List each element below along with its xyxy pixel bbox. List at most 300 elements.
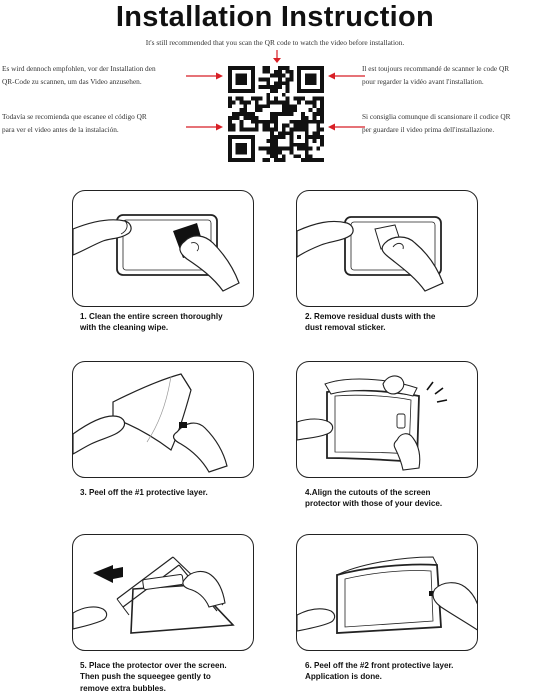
qr-module bbox=[263, 158, 267, 162]
step-6-illustration bbox=[297, 535, 478, 651]
qr-module bbox=[293, 104, 297, 108]
qr-module bbox=[312, 97, 316, 101]
qr-module bbox=[232, 112, 236, 116]
qr-module bbox=[228, 158, 232, 162]
qr-module bbox=[266, 97, 270, 101]
qr-module bbox=[270, 74, 274, 78]
qr-module bbox=[282, 147, 286, 151]
qr-module bbox=[240, 143, 244, 147]
qr-module bbox=[289, 70, 293, 74]
qr-module bbox=[232, 116, 236, 120]
qr-module bbox=[274, 81, 278, 85]
qr-module bbox=[293, 120, 297, 124]
qr-module bbox=[274, 97, 278, 101]
qr-module bbox=[278, 131, 282, 135]
step-5-caption-line: Then push the squeegee gently to bbox=[80, 672, 211, 682]
qr-module bbox=[316, 147, 320, 151]
qr-module bbox=[305, 127, 309, 131]
qr-module bbox=[266, 78, 270, 82]
step-6-caption-line: Application is done. bbox=[305, 672, 382, 682]
qr-module bbox=[243, 66, 247, 70]
qr-module bbox=[259, 147, 263, 151]
qr-module bbox=[293, 124, 297, 128]
qr-module bbox=[316, 112, 320, 116]
qr-module bbox=[320, 120, 324, 124]
qr-code-icon[interactable] bbox=[228, 66, 324, 162]
note-spanish-line-1: Todavía se recomienda que escanee el código QR bbox=[2, 112, 147, 121]
qr-module bbox=[312, 120, 316, 124]
qr-module bbox=[266, 93, 270, 97]
qr-module bbox=[255, 97, 259, 101]
qr-module bbox=[286, 101, 290, 105]
qr-module bbox=[251, 89, 255, 93]
qr-module bbox=[263, 120, 267, 124]
qr-module bbox=[297, 120, 301, 124]
qr-module bbox=[251, 112, 255, 116]
qr-module bbox=[251, 143, 255, 147]
qr-module bbox=[263, 66, 267, 70]
qr-module bbox=[320, 78, 324, 82]
arrow-icon-top bbox=[271, 50, 283, 64]
qr-module bbox=[228, 147, 232, 151]
qr-module bbox=[236, 147, 240, 151]
qr-module bbox=[228, 143, 232, 147]
qr-module bbox=[305, 66, 309, 70]
qr-module bbox=[278, 78, 282, 82]
qr-module bbox=[270, 147, 274, 151]
qr-module bbox=[305, 135, 309, 139]
qr-module bbox=[274, 154, 278, 158]
qr-module bbox=[312, 116, 316, 120]
qr-module bbox=[270, 89, 274, 93]
qr-module bbox=[251, 66, 255, 70]
qr-module bbox=[259, 97, 263, 101]
qr-module bbox=[236, 66, 240, 70]
note-french-line-1: Il est toujours recommandé de scanner le code QR bbox=[362, 64, 510, 73]
qr-module bbox=[320, 74, 324, 78]
qr-module bbox=[305, 131, 309, 135]
qr-module bbox=[232, 135, 236, 139]
qr-module bbox=[243, 81, 247, 85]
qr-module bbox=[259, 85, 263, 89]
qr-module bbox=[286, 131, 290, 135]
qr-module bbox=[297, 124, 301, 128]
qr-module bbox=[274, 89, 278, 93]
qr-module bbox=[228, 127, 232, 131]
qr-module bbox=[305, 120, 309, 124]
qr-module bbox=[240, 74, 244, 78]
qr-module bbox=[289, 120, 293, 124]
qr-module bbox=[282, 104, 286, 108]
note-german-line-1: Es wird dennoch empfohlen, vor der Installation den bbox=[2, 64, 156, 73]
qr-module bbox=[236, 78, 240, 82]
qr-module bbox=[312, 158, 316, 162]
qr-module bbox=[286, 70, 290, 74]
qr-module bbox=[243, 78, 247, 82]
qr-module bbox=[301, 127, 305, 131]
qr-module bbox=[305, 116, 309, 120]
qr-module bbox=[274, 147, 278, 151]
qr-module bbox=[274, 101, 278, 105]
qr-module bbox=[255, 124, 259, 128]
qr-module bbox=[282, 127, 286, 131]
qr-module bbox=[274, 70, 278, 74]
qr-module bbox=[286, 81, 290, 85]
qr-module bbox=[228, 104, 232, 108]
qr-module bbox=[251, 70, 255, 74]
qr-module bbox=[320, 66, 324, 70]
qr-module bbox=[251, 127, 255, 131]
qr-module bbox=[305, 139, 309, 143]
step-2-caption bbox=[305, 311, 505, 334]
qr-module bbox=[282, 112, 286, 116]
qr-module bbox=[278, 150, 282, 154]
qr-module bbox=[297, 154, 301, 158]
qr-module bbox=[263, 70, 267, 74]
qr-module bbox=[278, 70, 282, 74]
qr-module bbox=[274, 112, 278, 116]
qr-module bbox=[286, 89, 290, 93]
qr-module bbox=[297, 70, 301, 74]
qr-module bbox=[278, 158, 282, 162]
qr-module bbox=[312, 66, 316, 70]
step-2-caption-line: 2. Remove residual dusts with the bbox=[305, 312, 436, 321]
step-4-caption-line: 4.Align the cutouts of the screen bbox=[305, 488, 431, 497]
qr-module bbox=[305, 147, 309, 151]
qr-module bbox=[240, 135, 244, 139]
qr-module bbox=[312, 101, 316, 105]
qr-module bbox=[247, 135, 251, 139]
step-2-caption-line: dust removal sticker. bbox=[305, 323, 386, 333]
qr-module bbox=[240, 147, 244, 151]
qr-module bbox=[251, 116, 255, 120]
qr-module bbox=[289, 147, 293, 151]
qr-module bbox=[305, 81, 309, 85]
qr-module bbox=[270, 112, 274, 116]
qr-module bbox=[301, 116, 305, 120]
qr-module bbox=[251, 85, 255, 89]
qr-module bbox=[232, 127, 236, 131]
note-german-line-2: QR-Code zu scannen, um das Video anzusehen. bbox=[2, 76, 142, 86]
qr-module bbox=[240, 81, 244, 85]
qr-module bbox=[309, 108, 313, 112]
qr-module bbox=[266, 70, 270, 74]
qr-module bbox=[282, 131, 286, 135]
qr-module bbox=[270, 85, 274, 89]
qr-module bbox=[251, 120, 255, 124]
qr-module bbox=[278, 66, 282, 70]
qr-module bbox=[282, 108, 286, 112]
qr-module bbox=[240, 112, 244, 116]
step-3-panel bbox=[72, 361, 254, 478]
qr-module bbox=[228, 139, 232, 143]
step-1-caption bbox=[80, 311, 280, 334]
qr-module bbox=[243, 147, 247, 151]
qr-module bbox=[289, 74, 293, 78]
qr-module bbox=[240, 124, 244, 128]
qr-module bbox=[240, 89, 244, 93]
qr-module bbox=[274, 143, 278, 147]
step-3-caption bbox=[80, 487, 280, 498]
qr-module bbox=[282, 74, 286, 78]
qr-module bbox=[312, 131, 316, 135]
step-3-illustration bbox=[73, 362, 254, 478]
qr-module bbox=[309, 158, 313, 162]
qr-module bbox=[243, 89, 247, 93]
qr-module bbox=[251, 158, 255, 162]
qr-module bbox=[301, 66, 305, 70]
step-5-caption-line: 5. Place the protector over the screen. bbox=[80, 661, 227, 670]
qr-module bbox=[274, 135, 278, 139]
qr-module bbox=[243, 108, 247, 112]
qr-module bbox=[255, 108, 259, 112]
note-italian bbox=[362, 111, 511, 136]
qr-module bbox=[228, 78, 232, 82]
qr-module bbox=[320, 112, 324, 116]
qr-module bbox=[309, 101, 313, 105]
qr-module bbox=[266, 147, 270, 151]
qr-module bbox=[243, 74, 247, 78]
qr-module bbox=[278, 85, 282, 89]
qr-module bbox=[263, 78, 267, 82]
qr-module bbox=[312, 112, 316, 116]
qr-module bbox=[320, 135, 324, 139]
qr-module bbox=[282, 124, 286, 128]
qr-module bbox=[301, 158, 305, 162]
qr-module bbox=[232, 89, 236, 93]
qr-module bbox=[320, 143, 324, 147]
qr-module bbox=[289, 78, 293, 82]
qr-module bbox=[316, 66, 320, 70]
qr-module bbox=[270, 101, 274, 105]
step-6-panel bbox=[296, 534, 478, 651]
qr-module bbox=[270, 154, 274, 158]
qr-module bbox=[297, 78, 301, 82]
qr-module bbox=[305, 101, 309, 105]
qr-module bbox=[286, 66, 290, 70]
qr-module bbox=[320, 101, 324, 105]
qr-module bbox=[255, 127, 259, 131]
qr-module bbox=[251, 147, 255, 151]
qr-module bbox=[289, 112, 293, 116]
qr-module bbox=[305, 124, 309, 128]
qr-module bbox=[301, 89, 305, 93]
qr-module bbox=[247, 116, 251, 120]
qr-module bbox=[270, 139, 274, 143]
qr-module bbox=[236, 150, 240, 154]
qr-module bbox=[297, 74, 301, 78]
note-italian-line-2: per guardare il video prima dell'installazione. bbox=[362, 124, 495, 134]
qr-module bbox=[297, 81, 301, 85]
qr-module bbox=[289, 139, 293, 143]
qr-module bbox=[228, 97, 232, 101]
qr-module bbox=[240, 108, 244, 112]
qr-module bbox=[278, 112, 282, 116]
page-title: Installation Instruction bbox=[115, 1, 435, 33]
qr-module bbox=[289, 104, 293, 108]
qr-module bbox=[286, 124, 290, 128]
qr-module bbox=[297, 147, 301, 151]
qr-module bbox=[228, 154, 232, 158]
qr-module bbox=[312, 74, 316, 78]
qr-module bbox=[236, 158, 240, 162]
qr-module bbox=[282, 101, 286, 105]
qr-module bbox=[251, 150, 255, 154]
qr-module bbox=[309, 135, 313, 139]
qr-module bbox=[259, 120, 263, 124]
qr-module bbox=[305, 158, 309, 162]
qr-module bbox=[316, 158, 320, 162]
qr-module bbox=[316, 108, 320, 112]
qr-module bbox=[243, 116, 247, 120]
arrow-icon-right-1 bbox=[327, 71, 365, 81]
step-4-caption bbox=[305, 487, 505, 510]
qr-module bbox=[247, 89, 251, 93]
qr-module bbox=[305, 154, 309, 158]
qr-module bbox=[301, 147, 305, 151]
qr-module bbox=[263, 124, 267, 128]
qr-module bbox=[236, 89, 240, 93]
qr-module bbox=[297, 89, 301, 93]
qr-module bbox=[297, 101, 301, 105]
qr-module bbox=[286, 112, 290, 116]
qr-module bbox=[240, 150, 244, 154]
note-italian-line-1: Si consiglia comunque di scansionare il codice QR bbox=[362, 112, 511, 121]
qr-module bbox=[278, 135, 282, 139]
qr-module bbox=[251, 81, 255, 85]
qr-module bbox=[259, 78, 263, 82]
qr-module bbox=[282, 135, 286, 139]
qr-module bbox=[274, 139, 278, 143]
qr-module bbox=[263, 104, 267, 108]
qr-module bbox=[232, 158, 236, 162]
qr-module bbox=[286, 104, 290, 108]
qr-module bbox=[251, 97, 255, 101]
qr-module bbox=[312, 81, 316, 85]
qr-module bbox=[228, 120, 232, 124]
qr-module bbox=[293, 97, 297, 101]
qr-module bbox=[309, 89, 313, 93]
qr-module bbox=[270, 150, 274, 154]
step-1-panel bbox=[72, 190, 254, 307]
arrow-icon-right-2 bbox=[327, 122, 365, 132]
qr-module bbox=[243, 150, 247, 154]
qr-module bbox=[247, 127, 251, 131]
qr-module bbox=[293, 143, 297, 147]
qr-module bbox=[289, 131, 293, 135]
qr-module bbox=[309, 120, 313, 124]
qr-module bbox=[320, 116, 324, 120]
qr-module bbox=[282, 81, 286, 85]
qr-module bbox=[236, 135, 240, 139]
qr-module bbox=[228, 89, 232, 93]
qr-module bbox=[228, 124, 232, 128]
qr-module bbox=[228, 70, 232, 74]
qr-module bbox=[301, 97, 305, 101]
qr-module bbox=[320, 108, 324, 112]
qr-module bbox=[282, 93, 286, 97]
qr-module bbox=[309, 78, 313, 82]
qr-module bbox=[274, 127, 278, 131]
qr-module bbox=[255, 116, 259, 120]
qr-module bbox=[270, 143, 274, 147]
qr-module bbox=[305, 78, 309, 82]
step-4-illustration bbox=[297, 362, 478, 478]
qr-module bbox=[263, 85, 267, 89]
qr-module bbox=[316, 120, 320, 124]
qr-module bbox=[297, 143, 301, 147]
qr-module bbox=[266, 124, 270, 128]
qr-module bbox=[312, 135, 316, 139]
qr-module bbox=[240, 101, 244, 105]
qr-module bbox=[320, 85, 324, 89]
qr-module bbox=[255, 101, 259, 105]
qr-module bbox=[266, 139, 270, 143]
qr-module bbox=[282, 66, 286, 70]
qr-module bbox=[320, 70, 324, 74]
qr-module bbox=[266, 81, 270, 85]
qr-module bbox=[266, 66, 270, 70]
qr-module bbox=[320, 127, 324, 131]
qr-module bbox=[289, 127, 293, 131]
qr-module bbox=[305, 89, 309, 93]
step-4-panel bbox=[296, 361, 478, 478]
qr-module bbox=[289, 143, 293, 147]
qr-module bbox=[270, 116, 274, 120]
qr-module bbox=[240, 120, 244, 124]
qr-module bbox=[247, 66, 251, 70]
qr-module bbox=[316, 131, 320, 135]
qr-module bbox=[274, 124, 278, 128]
qr-module bbox=[240, 78, 244, 82]
qr-module bbox=[316, 124, 320, 128]
qr-module bbox=[232, 66, 236, 70]
qr-module bbox=[282, 154, 286, 158]
qr-module bbox=[270, 127, 274, 131]
qr-module bbox=[255, 104, 259, 108]
qr-module bbox=[278, 74, 282, 78]
note-german bbox=[2, 63, 156, 88]
step-5-caption bbox=[80, 660, 280, 694]
qr-module bbox=[263, 127, 267, 131]
qr-module bbox=[240, 158, 244, 162]
qr-module bbox=[316, 135, 320, 139]
qr-module bbox=[236, 81, 240, 85]
qr-module bbox=[251, 154, 255, 158]
qr-module bbox=[309, 154, 313, 158]
note-french bbox=[362, 63, 509, 88]
qr-module bbox=[289, 150, 293, 154]
step-5-panel bbox=[72, 534, 254, 651]
qr-module bbox=[320, 139, 324, 143]
qr-module bbox=[286, 108, 290, 112]
qr-module bbox=[305, 143, 309, 147]
qr-module bbox=[312, 139, 316, 143]
qr-module bbox=[278, 147, 282, 151]
qr-module bbox=[247, 112, 251, 116]
qr-module bbox=[270, 120, 274, 124]
qr-module bbox=[266, 101, 270, 105]
qr-module bbox=[266, 150, 270, 154]
page-subtitle: It's still recommended that you scan the QR code to watch the video before installation. bbox=[145, 38, 405, 47]
qr-module bbox=[320, 81, 324, 85]
qr-module bbox=[305, 150, 309, 154]
step-4-caption-line: protector with those of your device. bbox=[305, 499, 443, 509]
qr-module bbox=[316, 89, 320, 93]
qr-module bbox=[266, 120, 270, 124]
qr-module bbox=[274, 74, 278, 78]
qr-module bbox=[312, 78, 316, 82]
